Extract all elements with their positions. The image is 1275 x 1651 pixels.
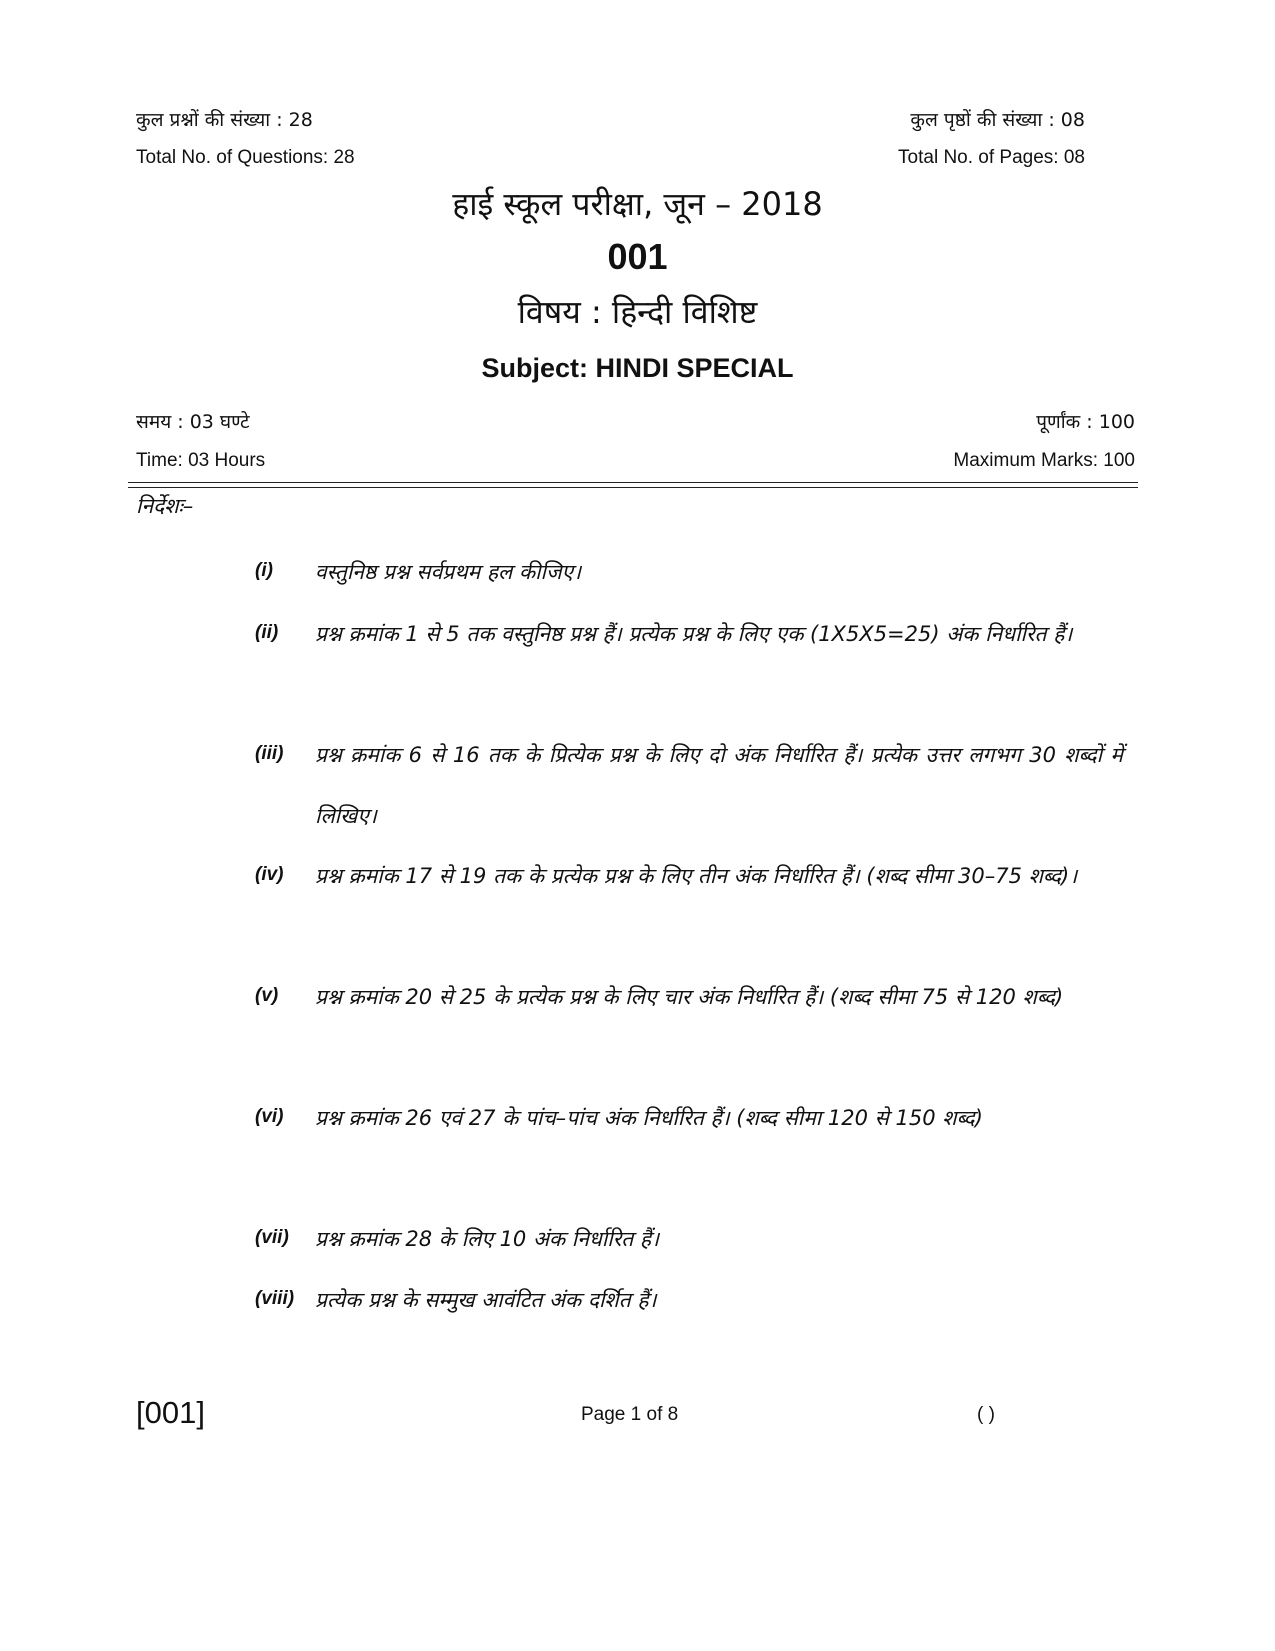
paper-code: 001 [607,236,668,277]
divider-line-bottom [128,487,1138,488]
footer-paper-code: [001] [136,1395,205,1430]
max-marks-hindi: पूर्णांक : 100 [1036,411,1135,433]
total-pages-english: Total No. of Pages: 08 [898,147,1085,168]
time-english: Time: 03 Hours [136,450,266,471]
total-pages-hindi: कुल पृष्ठों की संख्या : 08 [910,109,1085,131]
divider-line-top [128,482,1138,483]
instruction-text: प्रश्न क्रमांक 17 से 19 तक के प्रत्येक प्रश्न के लिए तीन अंक निर्धारित हैं। (शब्द सीमा 30–75 शब्द)। [315,864,1078,888]
instruction-text: प्रश्न क्रमांक 26 एवं 27 के पांच–पांच अंक निर्धारित हैं। (शब्द सीमा 120 से 150 शब्द) [315,1106,983,1130]
instruction-number: (v) [255,985,279,1006]
instruction-text: प्रश्न क्रमांक 28 के लिए 10 अंक निर्धारित हैं। [315,1227,660,1251]
instruction-number: (viii) [255,1288,295,1309]
instructions-heading: निर्देशः– [136,494,194,518]
instruction-number: (iii) [255,743,284,764]
instruction-number: (iv) [255,864,284,885]
page-number: Page 1 of 8 [581,1404,679,1425]
instruction-number: (i) [255,560,273,581]
instruction-number: (vii) [255,1227,289,1248]
instruction-text: प्रत्येक प्रश्न के सम्मुख आवंटित अंक दर्शित हैं। [315,1288,657,1312]
subject-hindi: विषय : हिन्दी विशिष्ट [517,293,758,331]
total-questions-hindi: कुल प्रश्नों की संख्या : 28 [136,109,313,131]
instruction-text: प्रश्न क्रमांक 1 से 5 तक वस्तुनिष्ठ प्रश्न हैं। प्रत्येक प्रश्न के लिए एक (1X5X5=25) अंक निर्धारित हैं। [315,622,1073,646]
footer-parentheses: ( ) [977,1404,995,1425]
instruction-text: वस्तुनिष्ठ प्रश्न सर्वप्रथम हल कीजिए। [315,560,582,584]
instruction-text: प्रश्न क्रमांक 6 से 16 तक के प्रित्येक प्रश्न के लिए दो अंक निर्धारित हैं। प्रत्येक उत्तर लगभग 30 शब्दों में लिखिए। [315,743,1123,828]
subject-english: Subject: HINDI SPECIAL [481,353,794,383]
instruction-number: (ii) [255,622,279,643]
max-marks-english: Maximum Marks: 100 [953,450,1135,471]
instruction-text: प्रश्न क्रमांक 20 से 25 के प्रत्येक प्रश्न के लिए चार अंक निर्धारित हैं। (शब्द सीमा 75 से 120 शब्द) [315,985,1064,1009]
time-hindi: समय : 03 घण्टे [136,411,250,433]
exam-title-hindi: हाई स्कूल परीक्षा, जून – 2018 [452,185,823,223]
instruction-number: (vi) [255,1106,284,1127]
total-questions-english: Total No. of Questions: 28 [136,147,355,168]
